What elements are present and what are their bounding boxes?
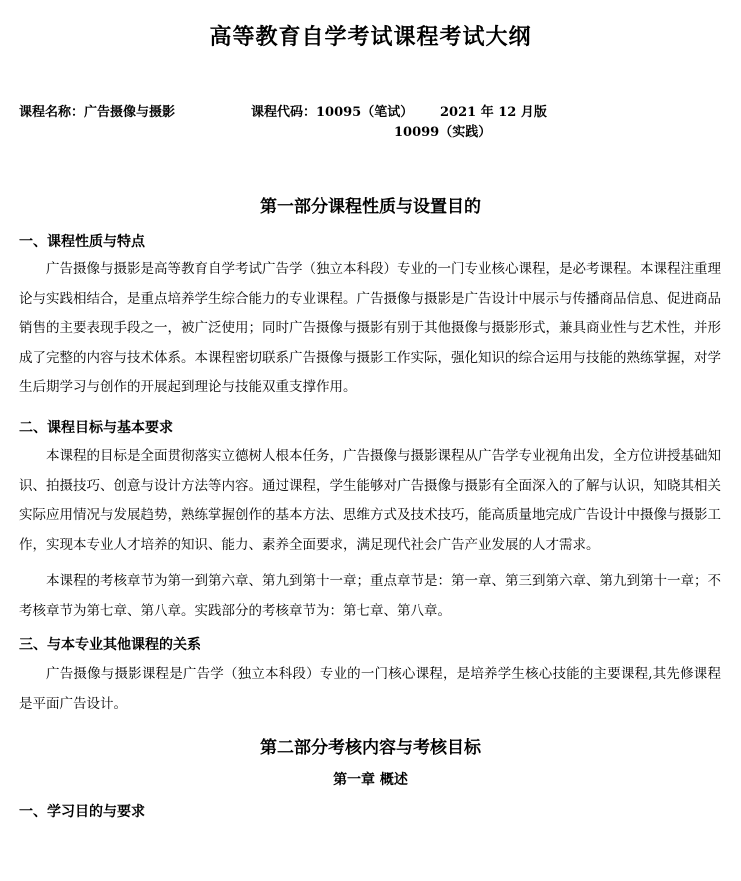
paragraph-relation: 广告摄像与摄影课程是广告学（独立本科段）专业的一门核心课程，是培养学生核心技能的主要课程,其先修课程是平面广告设计。 <box>19 666 721 712</box>
paragraph-goals: 本课程的目标是全面贯彻落实立德树人根本任务，广告摄像与摄影课程从广告学专业视角出发，全方位讲授基础知识、拍摄技巧、创意与设计方法等内容。通过课程，学生能够对广告摄像与摄影有全面深入的了解与认识，知晓其相关实际应用情况与发展趋势，熟练掌握创作的基本方法、思维方式及技术技巧，能高质量地完成广告设计中摄像与摄影工作，实现本专业人才培养的知识、能力、素养全面要求，满足现代社会广告产业发展的人才需求。 <box>19 448 721 553</box>
course-code-practice: 10099（实践） <box>394 125 492 140</box>
chapter1-title: 第一章 概述 <box>333 772 408 788</box>
section-heading-learning-goals: 一、学习目的与要求 <box>19 804 145 820</box>
section-heading-goals: 二、课程目标与基本要求 <box>19 420 173 436</box>
paragraph-exam-chapters: 本课程的考核章节为第一到第六章、第九到第十一章；重点章节是：第一章、第三到第六章、第九到第十一章；不考核章节为第七章、第八章。实践部分的考核章节为：第七章、第八章。 <box>19 573 721 619</box>
part2-title: 第二部分考核内容与考核目标 <box>260 738 481 758</box>
part1-title: 第一部分课程性质与设置目的 <box>260 197 481 217</box>
course-name: 课程名称：广告摄像与摄影 <box>19 105 176 120</box>
paragraph-nature: 广告摄像与摄影是高等教育自学考试广告学（独立本科段）专业的一门专业核心课程，是必考课程。本课程注重理论与实践相结合，是重点培养学生综合能力的专业课程。广告摄像与摄影是广告设计中展示与传播商品信息、促进商品销售的主要表现手段之一，被广泛使用；同时广告摄像与摄影有别于其他摄像与摄影形式，兼具商业性与艺术性，并形成了完整的内容与技术体系。本课程密切联系广告摄像与摄影工作实际，强化知识的综合运用与技能的熟练掌握，对学生后期学习与创作的开展起到理论与技能双重支撑作用。 <box>19 261 721 395</box>
course-code-written: 课程代码：10095（笔试） <box>251 105 414 120</box>
section-heading-relation: 三、与本专业其他课程的关系 <box>19 637 201 653</box>
syllabus-version: 2021 年 12 月版 <box>440 105 547 120</box>
document-title: 高等教育自学考试课程考试大纲 <box>209 24 532 50</box>
section-heading-nature: 一、课程性质与特点 <box>19 234 145 250</box>
